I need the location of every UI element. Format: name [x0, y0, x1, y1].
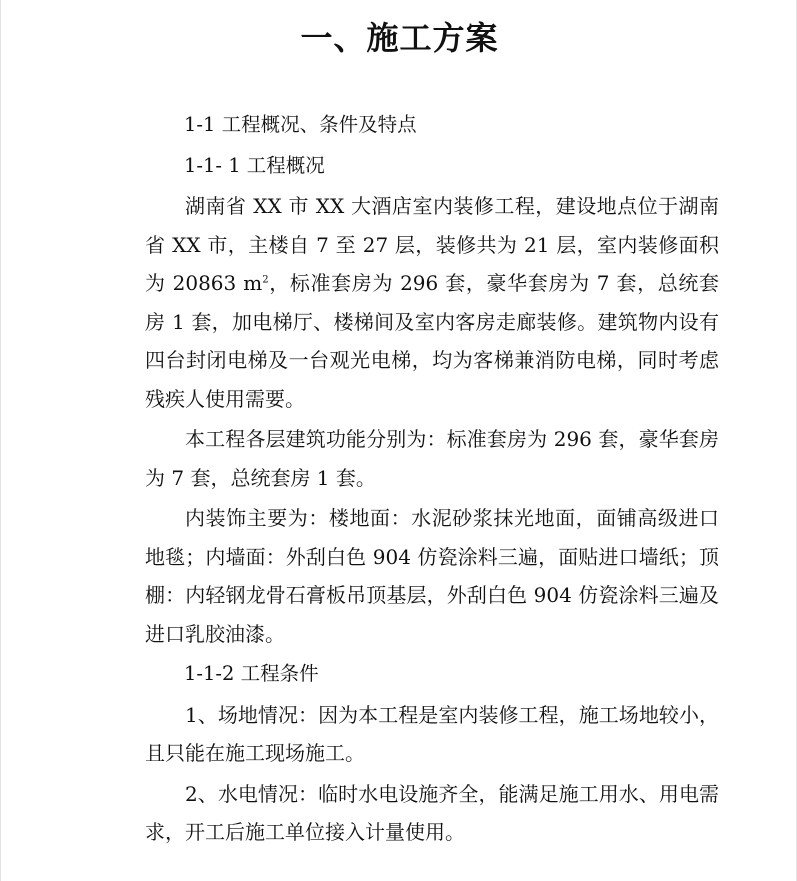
section-heading-1-1-1: 1-1- 1 工程概况 [184, 153, 325, 177]
paragraph-overview [145, 187, 719, 418]
section-heading-1-1-2: 1-1-2 工程条件 [184, 662, 319, 685]
paragraph-utility-conditions: 2、水电情况：临时水电设施齐全，能满足施工用水、用电需求，开工后施工单位接入计量使用。 [145, 781, 719, 844]
paragraph-site-conditions: 1、场地情况：因为本工程是室内装修工程，施工场地较小，且只能在施工现场施工。 [145, 702, 719, 765]
paragraph-overview-part-2: ，标准套房为 296 套，豪华套房为 7 套，总统套房 1 套，加电梯厅、楼梯间及室内客房走廊装修。建筑物内设有四台封闭电梯及一台观光电梯，均为客梯兼消防电梯，同时考虑残疾人使用需要。 [145, 271, 720, 411]
area-unit-superscript: 2 [262, 274, 269, 286]
document-body [145, 106, 719, 854]
paragraph-building-functions: 本工程各层建筑功能分别为：标准套房为 296 套，豪华套房为 7 套，总统套房 1 套。 [145, 427, 719, 490]
paragraph-overview-part-1: 湖南省 XX 市 XX 大酒店室内装修工程，建设地点位于湖南省 XX 市，主楼自 7 至 27 层，装修共为 21 层，室内装修面积为 20863 m [145, 194, 719, 295]
page-title: 一、施工方案 [300, 19, 499, 57]
paragraph-interior-decoration: 内装饰主要为：楼地面：水泥砂浆抹光地面，面铺高级进口地毯；内墙面：外刮白色 904 仿瓷涂料三遍，面贴进口墙纸；顶棚：内轻钢龙骨石膏板吊顶基层，外刮白色 904 仿瓷涂料三遍及进口乳胶油漆。 [145, 506, 719, 646]
section-heading-1-1: 1-1 工程概况、条件及特点 [184, 113, 417, 136]
